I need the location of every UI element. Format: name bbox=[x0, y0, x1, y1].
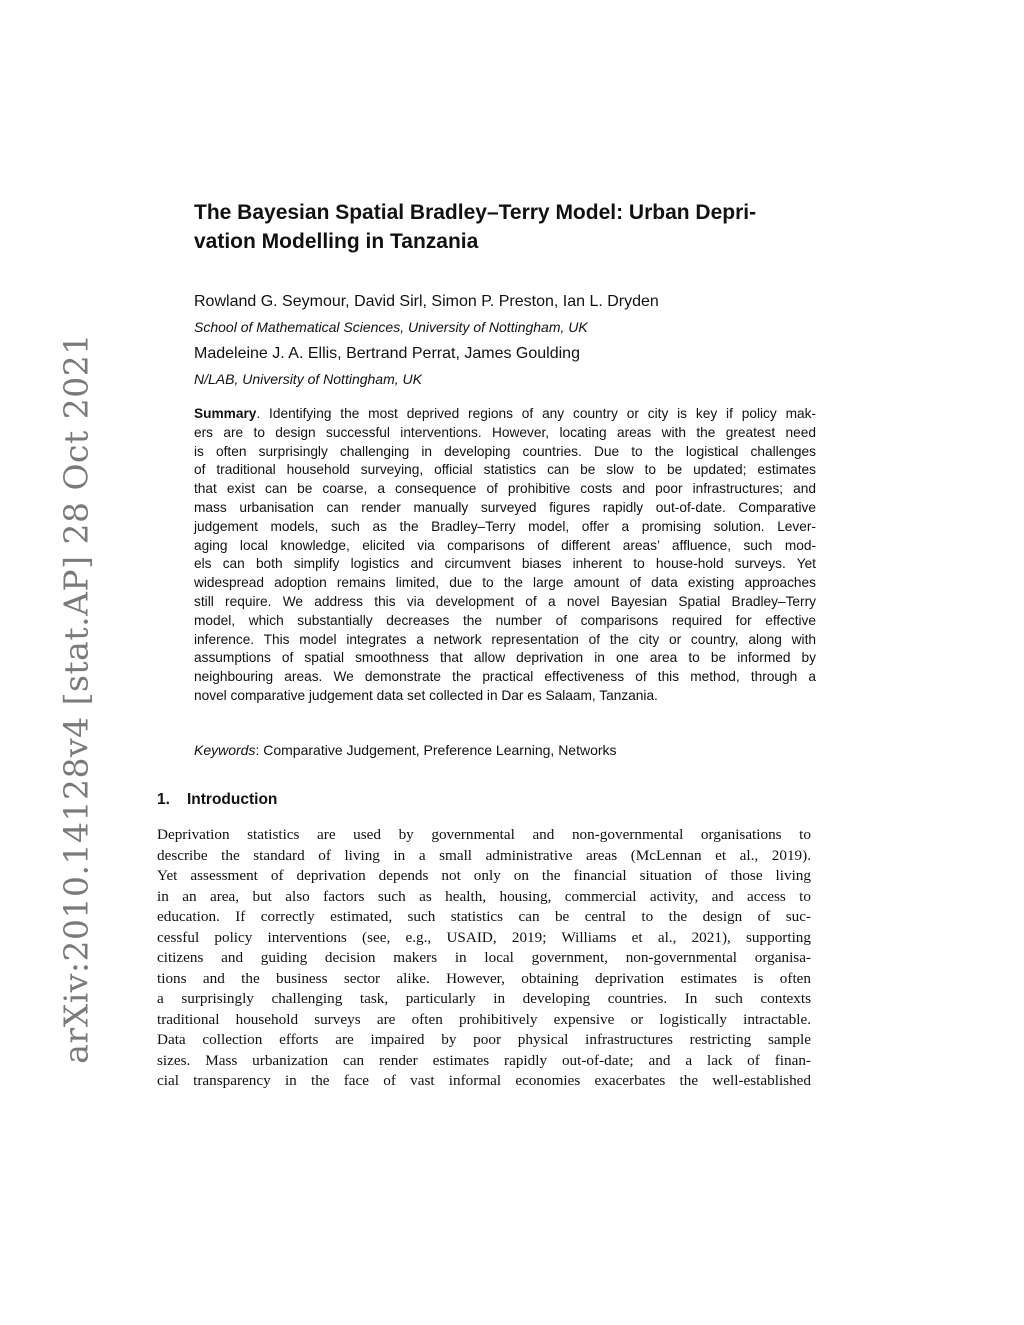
summary-label: Summary bbox=[194, 406, 257, 421]
intro-line: cial transparency in the face of vast informal economies exacerbates the well-established bbox=[157, 1072, 811, 1089]
intro-line: a surprisingly challenging task, particularly in developing countries. In such contexts bbox=[157, 990, 811, 1007]
title-line-2: vation Modelling in Tanzania bbox=[194, 230, 479, 253]
summary-line: mass urbanisation can render manually surveyed figures rapidly out-of-date. Comparative bbox=[194, 499, 816, 515]
summary-line: aging local knowledge, elicited via comparisons of different areas’ affluence, such mod- bbox=[194, 537, 816, 553]
intro-line: Deprivation statistics are used by governmental and non-governmental organisations to bbox=[157, 826, 811, 843]
intro-line: traditional household surveys are often prohibitively expensive or logistically intractable. bbox=[157, 1010, 811, 1028]
affiliation: School of Mathematical Sciences, University of Nottingham, UK bbox=[194, 319, 588, 335]
keywords-label: Keywords bbox=[194, 742, 256, 758]
introduction-body bbox=[157, 825, 811, 1092]
summary-abstract bbox=[194, 405, 816, 706]
intro-line: tions and the business sector alike. However, obtaining deprivation estimates is often bbox=[157, 969, 811, 987]
summary-line: els can both simplify logistics and circumvent biases inherent to house-hold surveys. Yet bbox=[194, 556, 816, 572]
summary-line: neighbouring areas. We demonstrate the practical effectiveness of this method, through a bbox=[194, 669, 816, 685]
author-group-1 bbox=[194, 292, 816, 337]
keywords bbox=[194, 740, 816, 760]
summary-line: is often surprisingly challenging in developing countries. Due to the logistical challenges bbox=[194, 443, 816, 459]
arxiv-identifier: arXiv:2010.14128v4 [stat.AP] 28 Oct 2021 bbox=[56, 332, 96, 1064]
summary-line: of traditional household surveying, official statistics can be slow to be updated; estimates bbox=[194, 462, 816, 478]
summary-line: ers are to design successful interventions. However, locating areas with the greatest need bbox=[194, 424, 816, 440]
section-number: 1. bbox=[157, 791, 170, 808]
summary-line: widespread adoption remains limited, due to the large amount of data existing approaches bbox=[194, 575, 816, 591]
summary-line: novel comparative judgement data set collected in Dar es Salaam, Tanzania. bbox=[194, 687, 658, 703]
affiliation: N/LAB, University of Nottingham, UK bbox=[194, 371, 422, 387]
author-group-2 bbox=[194, 344, 816, 389]
arxiv-sidebar-stamp bbox=[42, 332, 110, 1064]
title-line-1: The Bayesian Spatial Bradley–Terry Model: Urban Depri- bbox=[194, 201, 757, 224]
summary-line: model, which substantially decreases the number of comparisons required for effective bbox=[194, 612, 816, 628]
intro-line: describe the standard of living in a small administrative areas (McLennan et al., 2019). bbox=[157, 846, 811, 864]
keywords-text: : Comparative Judgement, Preference Learning, Networks bbox=[255, 742, 617, 758]
summary-line: inference. This model integrates a network representation of the city or country, along with bbox=[194, 631, 816, 647]
intro-line: education. If correctly estimated, such statistics can be central to the design of suc- bbox=[157, 908, 811, 925]
intro-line: citizens and guiding decision makers in local government, non-governmental organisa- bbox=[157, 949, 811, 966]
section-title: Introduction bbox=[187, 791, 278, 808]
summary-line: assumptions of spatial smoothness that allow deprivation in one area to be informed by bbox=[194, 650, 816, 666]
summary-line: Summary. Identifying the most deprived regions of any country or city is key if policy mak- bbox=[194, 406, 816, 421]
author-list: Rowland G. Seymour, David Sirl, Simon P. Preston, Ian L. Dryden bbox=[194, 293, 659, 310]
section-heading-introduction bbox=[157, 791, 277, 809]
author-list: Madeleine J. A. Ellis, Bertrand Perrat, James Goulding bbox=[194, 345, 580, 362]
paper-title bbox=[194, 198, 816, 256]
summary-line: that exist can be coarse, a consequence of prohibitive costs and poor infrastructures; and bbox=[194, 481, 816, 497]
intro-line: sizes. Mass urbanization can render estimates rapidly out-of-date; and a lack of finan- bbox=[157, 1051, 811, 1069]
intro-line: in an area, but also factors such as health, housing, commercial activity, and access to bbox=[157, 887, 811, 905]
summary-line: still require. We address this via development of a novel Bayesian Spatial Bradley–Terry bbox=[194, 593, 816, 609]
intro-line: Data collection efforts are impaired by poor physical infrastructures restricting sample bbox=[157, 1031, 811, 1048]
summary-line: judgement models, such as the Bradley–Terry model, offer a promising solution. Lever- bbox=[194, 518, 816, 534]
intro-line: Yet assessment of deprivation depends not only on the financial situation of those living bbox=[157, 867, 811, 884]
intro-line: cessful policy interventions (see, e.g., USAID, 2019; Williams et al., 2021), supporting bbox=[157, 928, 811, 946]
